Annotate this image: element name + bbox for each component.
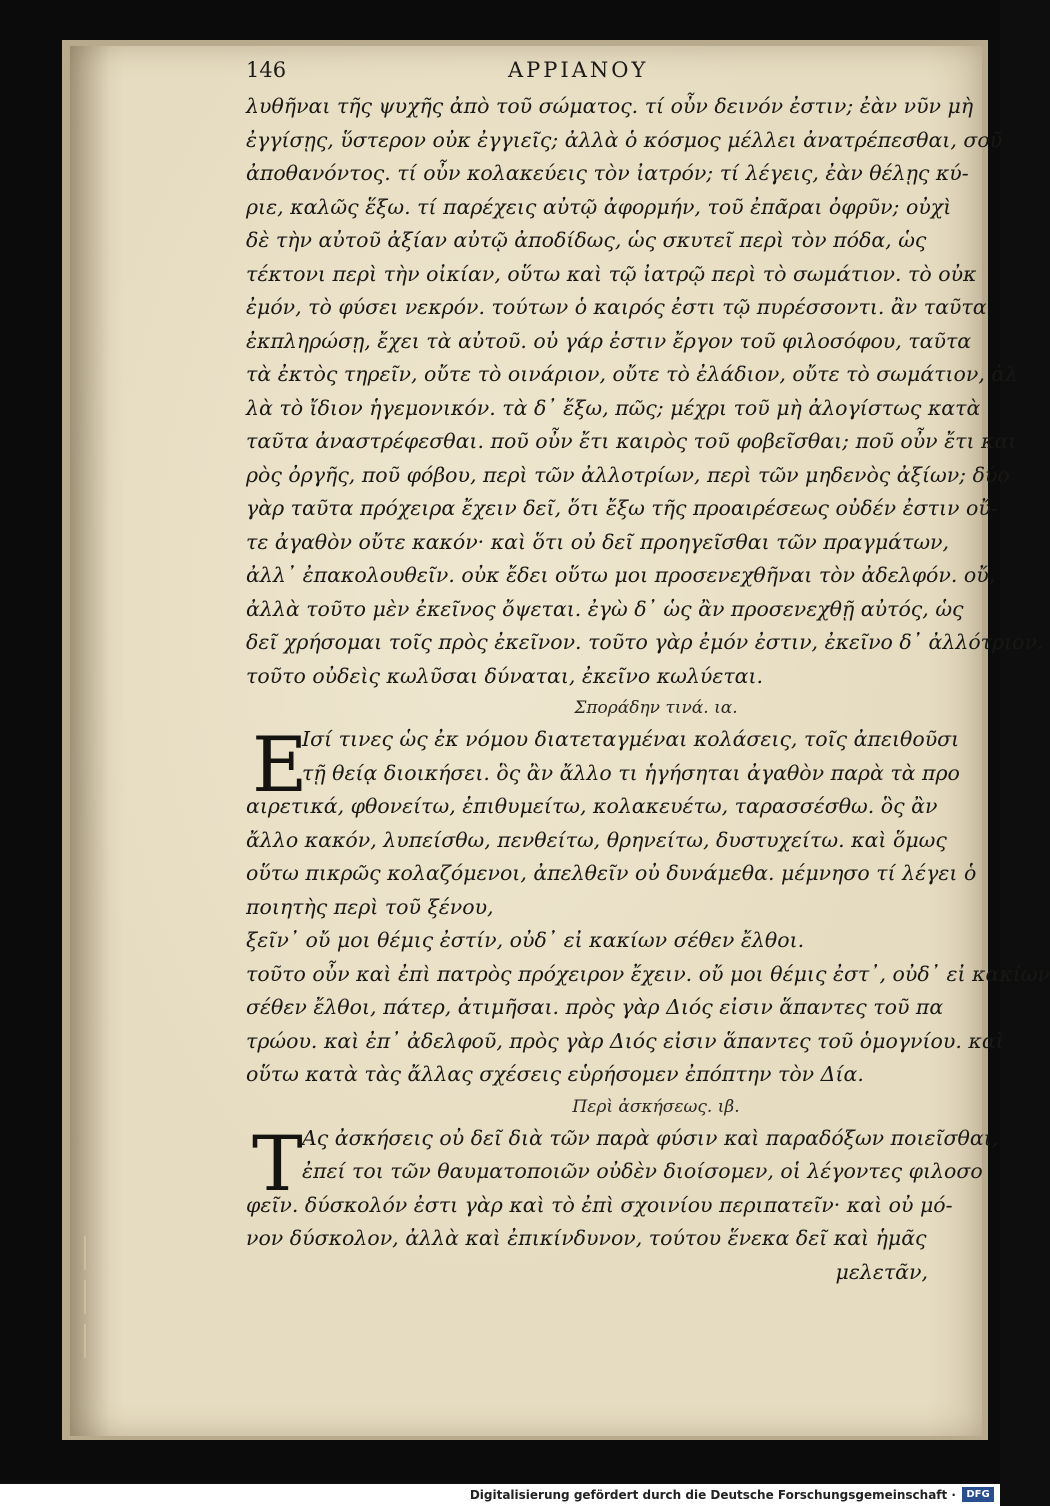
drop-capital: Ε	[252, 720, 308, 809]
text-line: τὰ ἐκτὸς τηρεῖν, οὔτε τὸ οινάριον, οὔτε τὸ ἐλάδιον, οὔτε τὸ σωμάτιον, ἀλ	[246, 362, 1019, 386]
text-line: ἐπεί τοι τῶν θαυματοποιῶν οὐδὲν διοίσομεν, οἱ λέγοντες φιλοσο	[302, 1159, 983, 1183]
text-line: τοῦτο οὖν καὶ ἐπὶ πατρὸς πρόχειρον ἔχειν. οὔ μοι θέμις ἐστ᾽, οὐδ᾽ εἰ κακίων	[246, 961, 1050, 986]
funding-footer	[0, 1484, 1000, 1506]
paragraph-continuation	[246, 90, 1044, 693]
text-line: ἄλλο κακόν, λυπείσθω, πενθείτω, θρηνείτω, δυστυχείτω. καὶ ὅμως	[246, 827, 947, 852]
text-line: Ισί τινες ὡς ἐκ νόμου διατεταγμέναι κολάσεις, τοῖς ἀπειθοῦσι	[302, 727, 960, 751]
text-line: ἀλλὰ τοῦτο μὲν ἐκεῖνος ὄψεται. ἐγὼ δ᾽ ὡς ἂν προσενεχθῇ αὐτός, ὡς	[246, 596, 964, 621]
catchword: μελετᾶν,	[835, 1259, 928, 1284]
text-line: Ας ἀσκήσεις οὐ δεῖ διὰ τῶν παρὰ φύσιν καὶ παραδόξων ποιεῖσθαι,	[302, 1125, 999, 1150]
text-line: δὲ τὴν αὐτοῦ ἀξίαν αὐτῷ ἀποδίδως, ὡς σκυτεῖ περὶ τὸν πόδα, ὡς	[246, 228, 927, 252]
text-line: σέθεν ἔλθοι, πάτερ, ἀτιμῆσαι. πρὸς γὰρ Διός εἰσιν ἅπαντες τοῦ πα	[246, 995, 944, 1019]
verse-quotation: ξεῖν᾽ οὔ μοι θέμις ἐστίν, οὐδ᾽ εἰ κακίων σέθεν ἔλθοι.	[246, 928, 805, 952]
page-number: 146	[246, 58, 287, 82]
text-block	[246, 90, 1050, 1289]
text-line: ἀλλ᾽ ἐπακολουθεῖν. οὐκ ἔδει οὕτω μοι προσενεχθῆναι τὸν ἀδελφόν. οὔ,	[246, 563, 996, 587]
text-line: γὰρ ταῦτα πρόχειρα ἔχειν δεῖ, ὅτι ἔξω τῆς προαιρέσεως οὐδέν ἐστιν οὔ-	[246, 496, 998, 520]
section-paragraph	[246, 1118, 999, 1290]
text-line: δεῖ χρήσομαι τοῖς πρὸς ἐκεῖνον. τοῦτο γὰρ ἐμόν ἐστιν, ἐκεῖνο δ᾽ ἀλλότριον.	[246, 630, 1044, 654]
margin-mark	[84, 1236, 86, 1270]
dfg-logo: DFG	[962, 1487, 994, 1502]
text-line: αιρετικά, φθονείτω, ἐπιθυμείτω, κολακευέτω, ταρασσέσθω. ὃς ἂν	[246, 794, 938, 818]
text-line: οὕτω πικρῶς κολαζόμενοι, ἀπελθεῖν οὐ δυνάμεθα. μέμνησο τί λέγει ὁ	[246, 861, 977, 885]
text-line: ἐμόν, τὸ φύσει νεκρόν. τούτων ὁ καιρός ἐστι τῷ πυρέσσοντι. ἂν ταῦτα	[246, 295, 987, 319]
text-line: τε ἀγαθὸν οὔτε κακόν· καὶ ὅτι οὐ δεῖ προηγεῖσθαι τῶν πραγμάτων,	[246, 529, 950, 554]
text-line: τρώου. καὶ ἐπ᾽ ἀδελφοῦ, πρὸς γὰρ Διός εἰσιν ἅπαντες τοῦ ὁμογνίου. καὶ	[246, 1028, 1004, 1053]
text-line: λυθῆναι τῆς ψυχῆς ἀπὸ τοῦ σώματος. τί οὖν δεινόν ἐστιν; ἐὰν νῦν μὴ	[246, 94, 974, 118]
funding-credit: Digitalisierung gefördert durch die Deutsche Forschungsgemeinschaft ·	[469, 1488, 956, 1502]
margin-mark	[84, 1324, 86, 1358]
text-line: τέκτονι περὶ τὴν οἰκίαν, οὕτω καὶ τῷ ἰατρῷ περὶ τὸ σωμάτιον. τὸ οὐκ	[246, 261, 977, 286]
text-line: λὰ τὸ ἴδιον ἡγεμονικόν. τὰ δ᾽ ἔξω, πῶς; μέχρι τοῦ μὴ ἀλογίστως κατὰ	[246, 395, 981, 420]
text-line: οὕτω κατὰ τὰς ἄλλας σχέσεις εὑρήσομεν ἐπόπτην τὸν Δία.	[246, 1062, 864, 1086]
section-heading: Σποράδην τινά. ια.	[574, 698, 738, 718]
margin-mark	[84, 1280, 86, 1314]
text-line: τοῦτο οὐδεὶς κωλῦσαι δύναται, ἐκεῖνο κωλύεται.	[246, 663, 764, 688]
text-line: ρὸς ὀργῆς, ποῦ φόβου, περὶ τῶν ἀλλοτρίων, περὶ τῶν μηδενὸς ἀξίων; δύο	[246, 462, 1010, 487]
text-line: νον δύσκολον, ἀλλὰ καὶ ἐπικίνδυνον, τούτου ἕνεκα δεῖ καὶ ἡμᾶς	[246, 1226, 927, 1250]
running-head: ΑΡΡΙΑΝΟΥ	[508, 58, 649, 82]
section-heading: Περὶ ἀσκήσεως. ιβ.	[572, 1096, 740, 1117]
text-line: ταῦτα ἀναστρέφεσθαι. ποῦ οὖν ἔτι καιρὸς τοῦ φοβεῖσθαι; ποῦ οὖν ἔτι και	[246, 429, 1017, 453]
text-line: ἐκπληρώσῃ, ἔχει τὰ αὐτοῦ. οὐ γάρ ἐστιν ἔργον τοῦ φιλοσόφου, ταῦτα	[246, 328, 972, 353]
text-line: τῇ θείᾳ διοικήσει. ὃς ἂν ἄλλο τι ἡγήσηται ἀγαθὸν παρὰ τὰ προ	[302, 760, 960, 785]
drop-capital: Τ	[252, 1118, 303, 1208]
section-paragraph	[246, 720, 1050, 1092]
text-line: ριε, καλῶς ἕξω. τί παρέχεις αὐτῷ ἀφορμήν, τοῦ ἐπᾶραι ὀφρῦν; οὐχὶ	[246, 194, 952, 219]
text-line: ἀποθανόντος. τί οὖν κολακεύεις τὸν ἰατρόν; τί λέγεις, ἐὰν θέλῃς κύ-	[246, 161, 969, 185]
text-line: ποιητὴς περὶ τοῦ ξένου,	[246, 894, 494, 919]
margin-marks	[78, 1226, 102, 1426]
text-line: φεῖν. δύσκολόν ἐστι γὰρ καὶ τὸ ἐπὶ σχοινίου περιπατεῖν· καὶ οὐ μό-	[246, 1192, 953, 1217]
page-header	[246, 58, 936, 86]
text-line: ἐγγίσῃς, ὕστερον οὐκ ἐγγιεῖς; ἀλλὰ ὁ κόσμος μέλλει ἀνατρέπεσθαι, σοῦ	[246, 127, 1003, 152]
